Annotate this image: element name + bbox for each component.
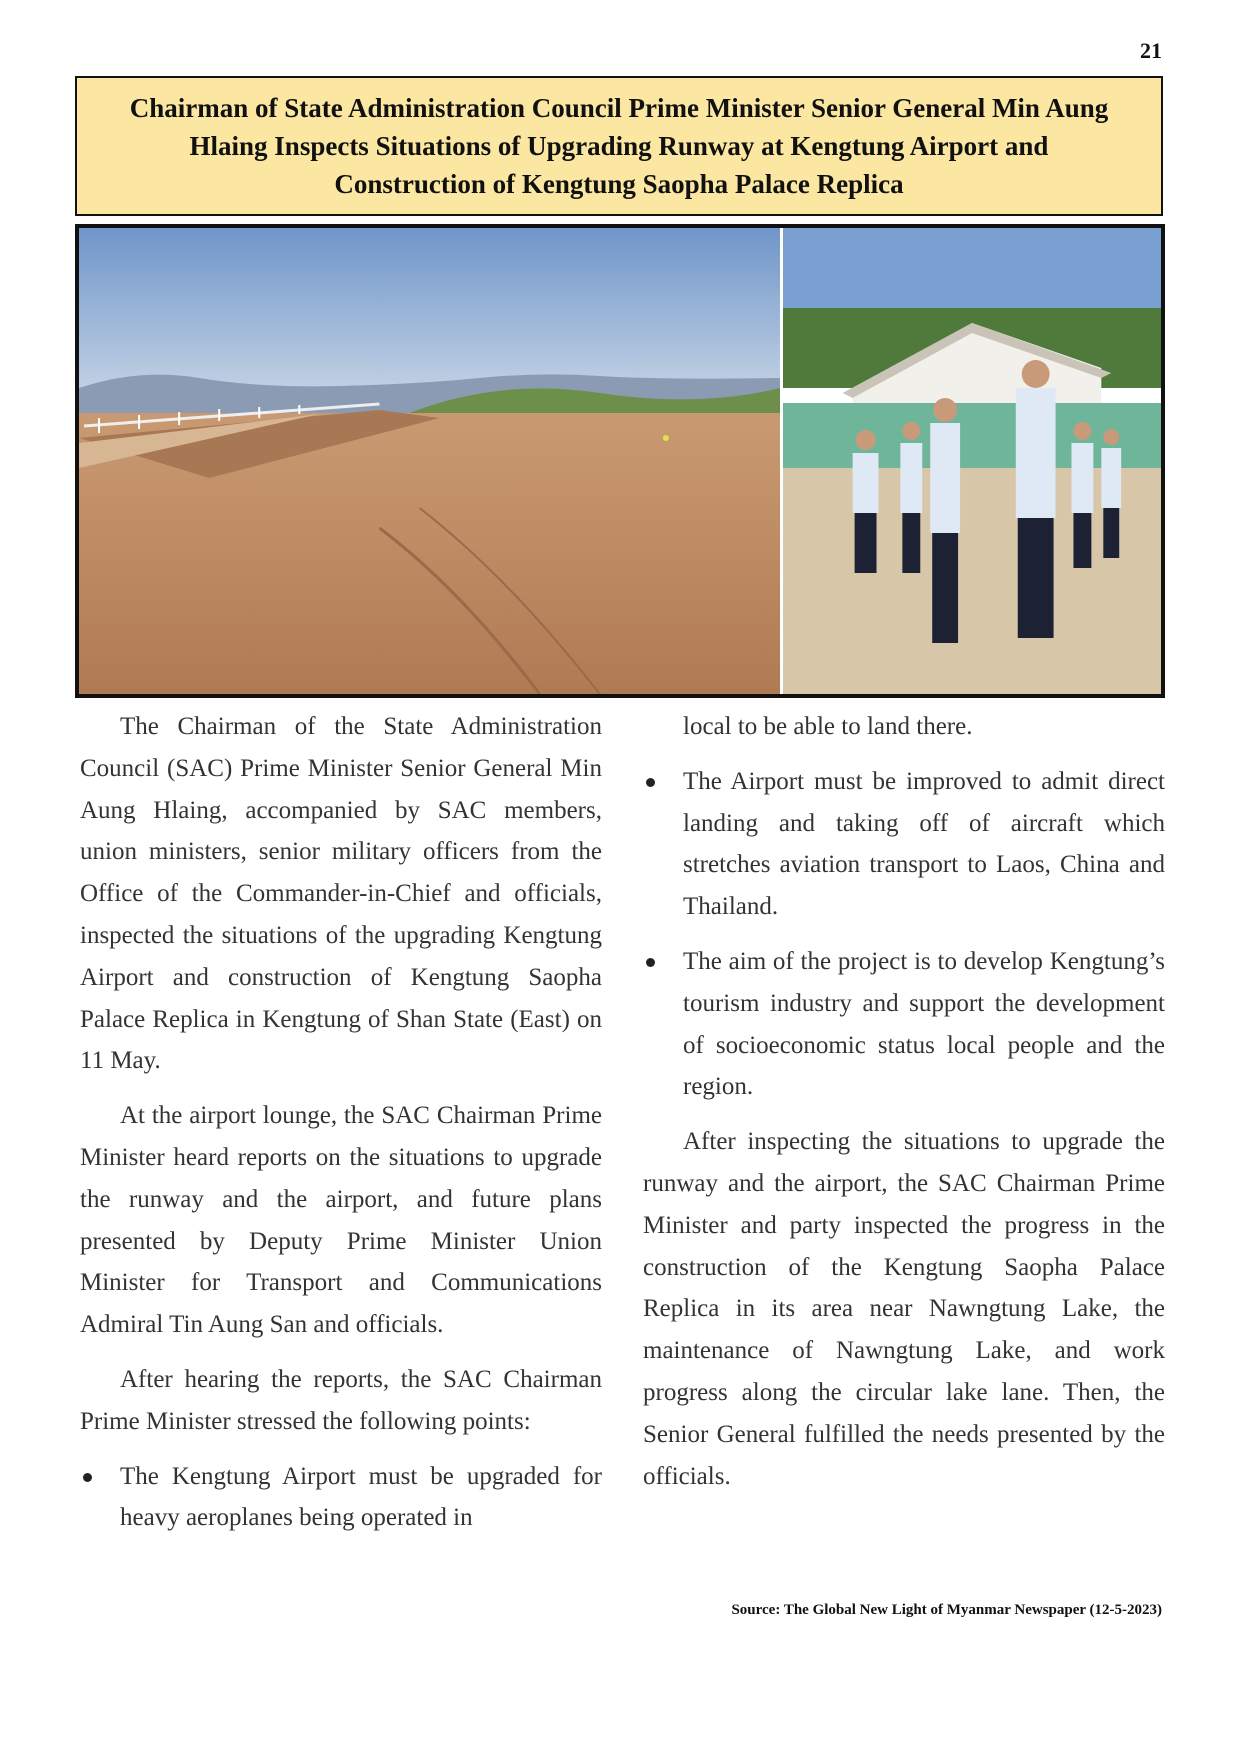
article-column-left — [80, 706, 602, 1552]
bullet-continuation: local to be able to land there. — [683, 713, 973, 740]
headline: Chairman of State Administration Council Prime Minister Senior General Min Aung Hlaing Inspects Situations of Upgrading Runway at Kengtung Airport and Construction of Kengtung Saopha Palace Replica — [129, 93, 1109, 199]
article-paragraph: After inspecting the situations to upgrade the runway and the airport, the SAC Chairman Prime Minister and party inspected the progress in the construction of the Kengtung Saopha Palace Replica in its area near Nawngtung Lake, the maintenance of Nawngtung Lake, and work progress along the circular lake lane. Then, the Senior General fulfilled the needs presented by the officials. — [643, 1128, 1165, 1490]
article-paragraph: The Chairman of the State Administration Council (SAC) Prime Minister Senior General Min Aung Hlaing, accompanied by SAC members, union ministers, senior military officers from the Office of the Commander-in-Chief and officials, inspected the situations of the upgrading Kengtung Airport and construction of Kengtung Saopha Palace Replica in Kengtung of Shan State (East) on 11 May. — [80, 713, 602, 1075]
runway-photo — [79, 228, 783, 694]
page-number: 21 — [1140, 38, 1162, 63]
points-list — [80, 1456, 602, 1540]
article-column-right — [643, 706, 1165, 1510]
inspection-photo — [783, 228, 1161, 694]
bullet-point: The Airport must be improved to admit direct landing and taking off of aircraft which stretches aviation transport to Laos, China and Thailand. — [643, 761, 1165, 928]
bullet-point: The Kengtung Airport must be upgraded for heavy aeroplanes being operated in — [80, 1456, 602, 1540]
points-list-continued — [643, 761, 1165, 1108]
bullet-point: The aim of the project is to develop Kengtung’s tourism industry and support the development of socioeconomic status local people and the region. — [643, 941, 1165, 1108]
headline-box — [75, 76, 1163, 216]
article-paragraph: At the airport lounge, the SAC Chairman Prime Minister heard reports on the situations to upgrade the runway and the airport, and future plans presented by Deputy Prime Minister Union Minister for Transport and Communications Admiral Tin Aung San and officials. — [80, 1102, 602, 1339]
photo-frame — [75, 224, 1165, 698]
source-credit: Source: The Global New Light of Myanmar Newspaper (12-5-2023) — [731, 1602, 1162, 1618]
article-paragraph: After hearing the reports, the SAC Chairman Prime Minister stressed the following points: — [80, 1365, 602, 1435]
